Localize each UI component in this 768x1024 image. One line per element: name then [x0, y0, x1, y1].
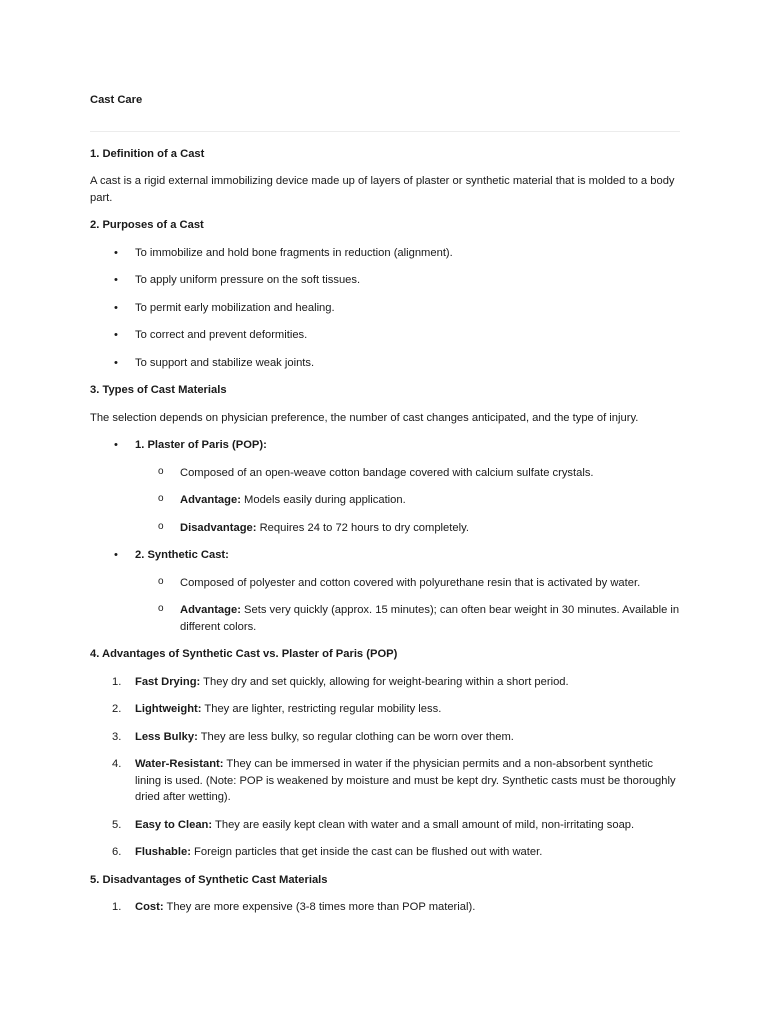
list-item: • To permit early mobilization and healing.: [90, 300, 680, 317]
list-item: • To correct and prevent deformities.: [90, 327, 680, 344]
pop-advantage-text: Models easily during application.: [240, 494, 406, 506]
item-number: 6.: [112, 846, 122, 858]
list-item: • To immobilize and hold bone fragments in reduction (alignment).: [90, 245, 680, 262]
list-item-pop: [90, 437, 680, 536]
item-label: Easy to Clean:: [135, 818, 213, 831]
list-item: [90, 899, 680, 916]
list-item: [90, 844, 680, 861]
item-number: 2.: [112, 703, 122, 715]
item-text: They are less bulky, so regular clothing can be worn over them.: [197, 730, 514, 743]
item-text: They are easily kept clean with water and a small amount of mild, non-irritating soap.: [212, 818, 635, 831]
synthetic-advantage-text: Sets very quickly (approx. 15 minutes); can often bear weight in 30 minutes. Available in different colors.: [180, 604, 680, 633]
list-item: [90, 756, 680, 806]
advantages-list: [90, 674, 680, 861]
pop-details: [135, 465, 680, 537]
item-number: 1.: [112, 901, 122, 913]
document-title: Cast Care: [90, 94, 143, 106]
pop-composition: o Composed of an open-weave cotton bandage covered with calcium sulfate crystals.: [135, 465, 680, 482]
types-list: [90, 437, 680, 635]
item-label: Flushable:: [135, 846, 191, 858]
pop-advantage-label: Advantage:: [180, 494, 241, 506]
synthetic-advantage: [135, 602, 680, 635]
synthetic-details: [135, 575, 680, 636]
list-item: [90, 674, 680, 691]
title-divider: [90, 131, 680, 132]
list-item: [90, 729, 680, 746]
synthetic-label: 2. Synthetic Cast:: [135, 549, 229, 561]
synthetic-composition: o Composed of polyester and cotton covered with polyurethane resin that is activated by water.: [135, 575, 680, 592]
section-heading-types: 3. Types of Cast Materials: [90, 384, 227, 396]
list-item: [90, 817, 680, 834]
list-item-synthetic: [90, 547, 680, 635]
item-label: Lightweight:: [135, 703, 202, 715]
item-label: Cost:: [135, 901, 164, 913]
item-text: They can be immersed in water if the physician permits and a non-absorbent synthetic lining is used. (Note: POP is weakened by moisture and must be kept dry. Synthetic casts must be thoroughly dried after wetting).: [135, 758, 676, 803]
section-heading-definition: 1. Definition of a Cast: [90, 147, 205, 160]
document-body: [90, 92, 680, 927]
pop-disadvantage: [135, 520, 680, 537]
synthetic-advantage-label: Advantage:: [180, 604, 241, 616]
list-item: [90, 701, 680, 718]
item-number: 4.: [112, 758, 122, 770]
section-heading-advantages: 4. Advantages of Synthetic Cast vs. Plaster of Paris (POP): [90, 648, 398, 660]
pop-disadvantage-text: Requires 24 to 72 hours to dry completely.: [256, 521, 469, 534]
pop-label: 1. Plaster of Paris (POP):: [135, 439, 267, 451]
item-text: They are more expensive (3-8 times more than POP material).: [163, 901, 476, 913]
item-label: Less Bulky:: [135, 730, 198, 743]
section-heading-disadvantages: 5. Disadvantages of Synthetic Cast Materials: [90, 873, 328, 886]
item-number: 3.: [112, 730, 122, 743]
list-item: • To support and stabilize weak joints.: [90, 355, 680, 372]
item-label: Fast Drying:: [135, 675, 201, 688]
item-number: 1.: [112, 675, 122, 688]
item-number: 5.: [112, 818, 122, 831]
section-heading-purposes: 2. Purposes of a Cast: [90, 219, 204, 231]
pop-disadvantage-label: Disadvantage:: [180, 521, 257, 534]
purposes-list: [90, 245, 680, 372]
item-text: Foreign particles that get inside the cast can be flushed out with water.: [190, 846, 543, 858]
types-intro: The selection depends on physician preference, the number of cast changes anticipated, and the type of injury.: [90, 411, 639, 424]
pop-advantage: [135, 492, 680, 509]
list-item: • To apply uniform pressure on the soft tissues.: [90, 272, 680, 289]
item-text: They are lighter, restricting regular mobility less.: [201, 703, 442, 715]
item-label: Water-Resistant:: [135, 758, 224, 770]
item-text: They dry and set quickly, allowing for weight-bearing within a short period.: [200, 675, 569, 688]
definition-text: A cast is a rigid external immobilizing device made up of layers of plaster or synthetic material that is molded to a body part.: [90, 175, 675, 204]
disadvantages-list: [90, 899, 680, 916]
